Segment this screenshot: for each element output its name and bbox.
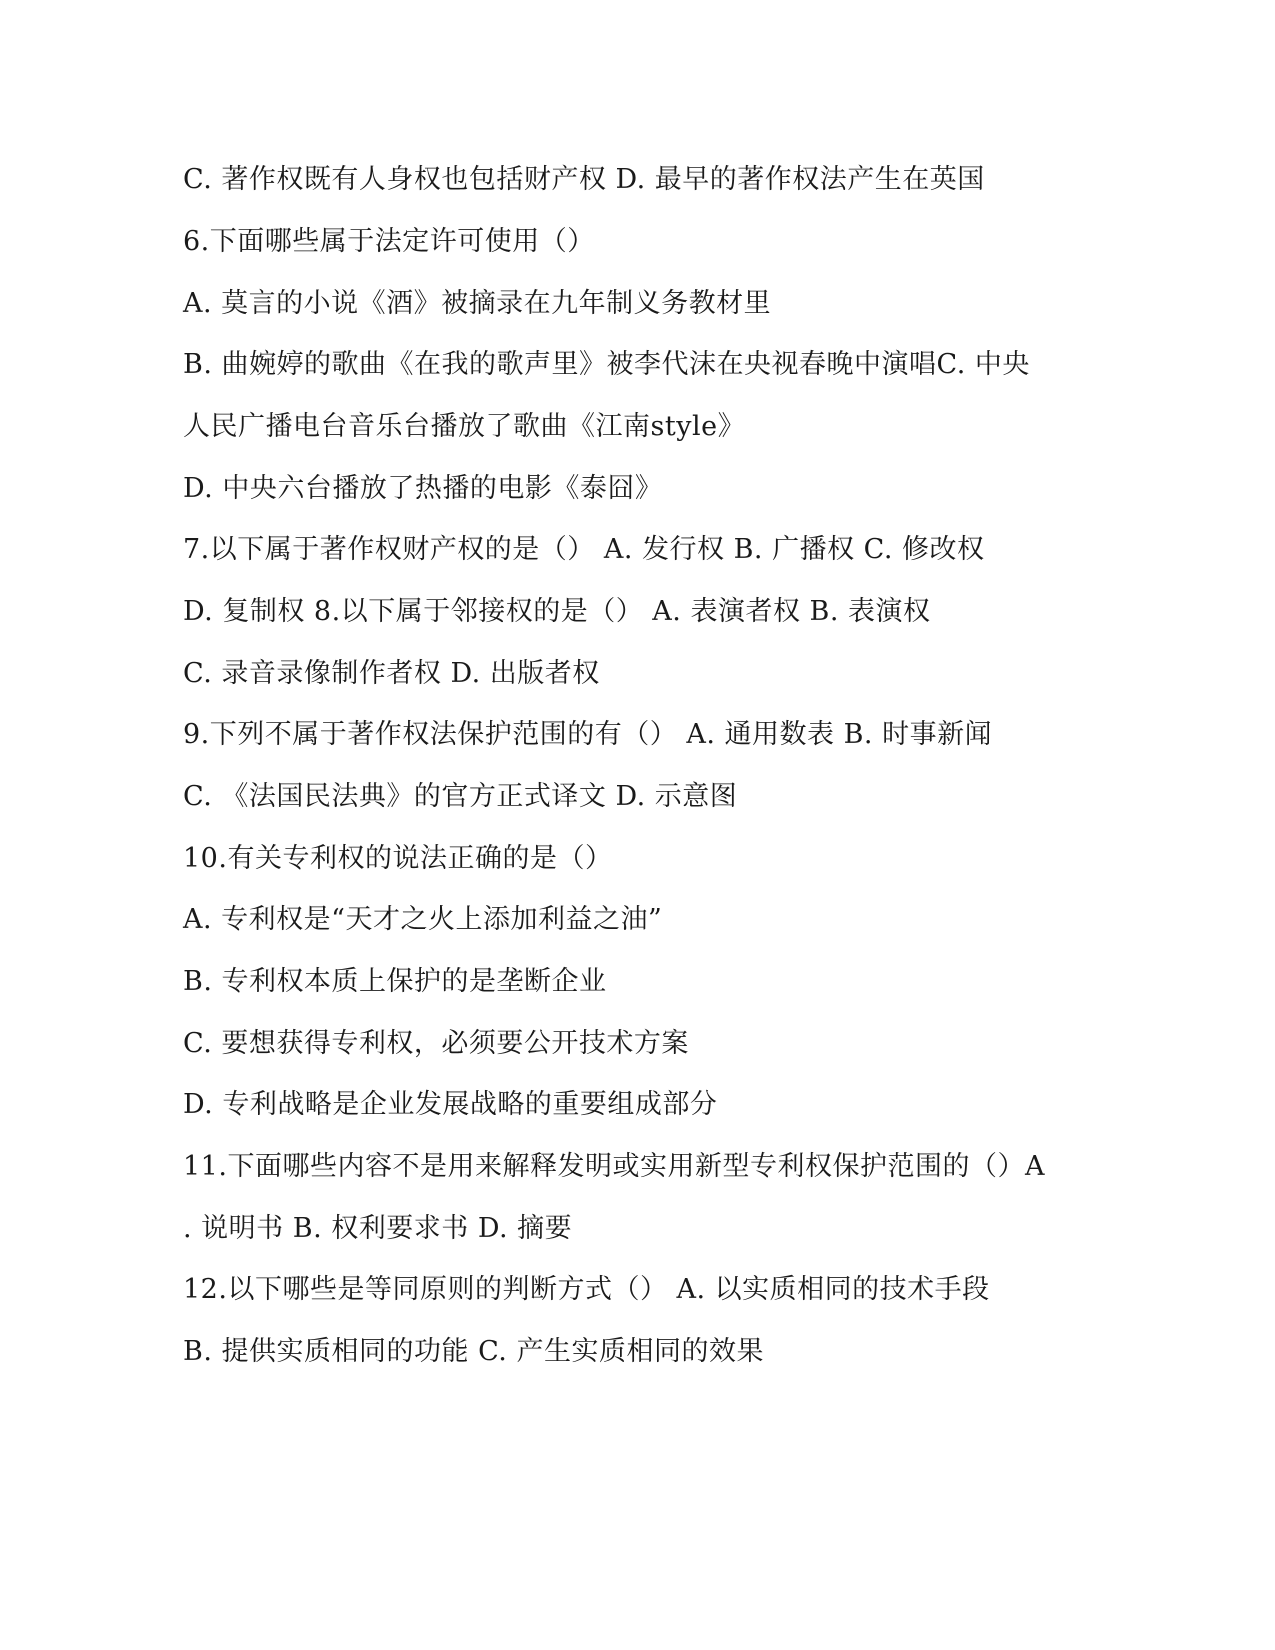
text-line: 人民广播电台音乐台播放了歌曲《江南style》	[183, 411, 746, 442]
question-9: 9.下列不属于著作权法保护范围的有（） A. 通用数表 B. 时事新闻	[183, 719, 993, 750]
question-8: D. 复制权 8.以下属于邻接权的是（） A. 表演者权 B. 表演权	[183, 596, 931, 627]
option-line: A. 专利权是“天才之火上添加利益之油”	[183, 904, 663, 935]
option-line: B. 专利权本质上保护的是垄断企业	[183, 966, 607, 997]
option-line: C. 要想获得专利权，必须要公开技术方案	[183, 1028, 689, 1059]
option-line: A. 莫言的小说《酒》被摘录在九年制义务教材里	[183, 288, 772, 319]
option-line: C. 《法国民法典》的官方正式译文 D. 示意图	[183, 781, 738, 812]
option-line: B. 提供实质相同的功能 C. 产生实质相同的效果	[183, 1336, 764, 1367]
option-line: . 说明书 B. 权利要求书 D. 摘要	[183, 1213, 573, 1244]
option-line: B. 曲婉婷的歌曲《在我的歌声里》被李代沫在央视春晚中演唱C. 中央	[183, 349, 1030, 380]
question-11: 11.下面哪些内容不是用来解释发明或实用新型专利权保护范围的（）A	[183, 1151, 1045, 1182]
question-6: 6.下面哪些属于法定许可使用（）	[183, 226, 595, 257]
question-7: 7.以下属于著作权财产权的是（） A. 发行权 B. 广播权 C. 修改权	[183, 534, 985, 565]
option-line: C. 录音录像制作者权 D. 出版者权	[183, 658, 600, 689]
question-10: 10.有关专利权的说法正确的是（）	[183, 843, 613, 874]
option-line: D. 专利战略是企业发展战略的重要组成部分	[183, 1089, 718, 1120]
option-line: D. 中央六台播放了热播的电影《泰囧》	[183, 473, 663, 504]
question-12: 12.以下哪些是等同原则的判断方式（） A. 以实质相同的技术手段	[183, 1274, 990, 1305]
text-line: C. 著作权既有人身权也包括财产权 D. 最早的著作权法产生在英国	[183, 164, 985, 195]
